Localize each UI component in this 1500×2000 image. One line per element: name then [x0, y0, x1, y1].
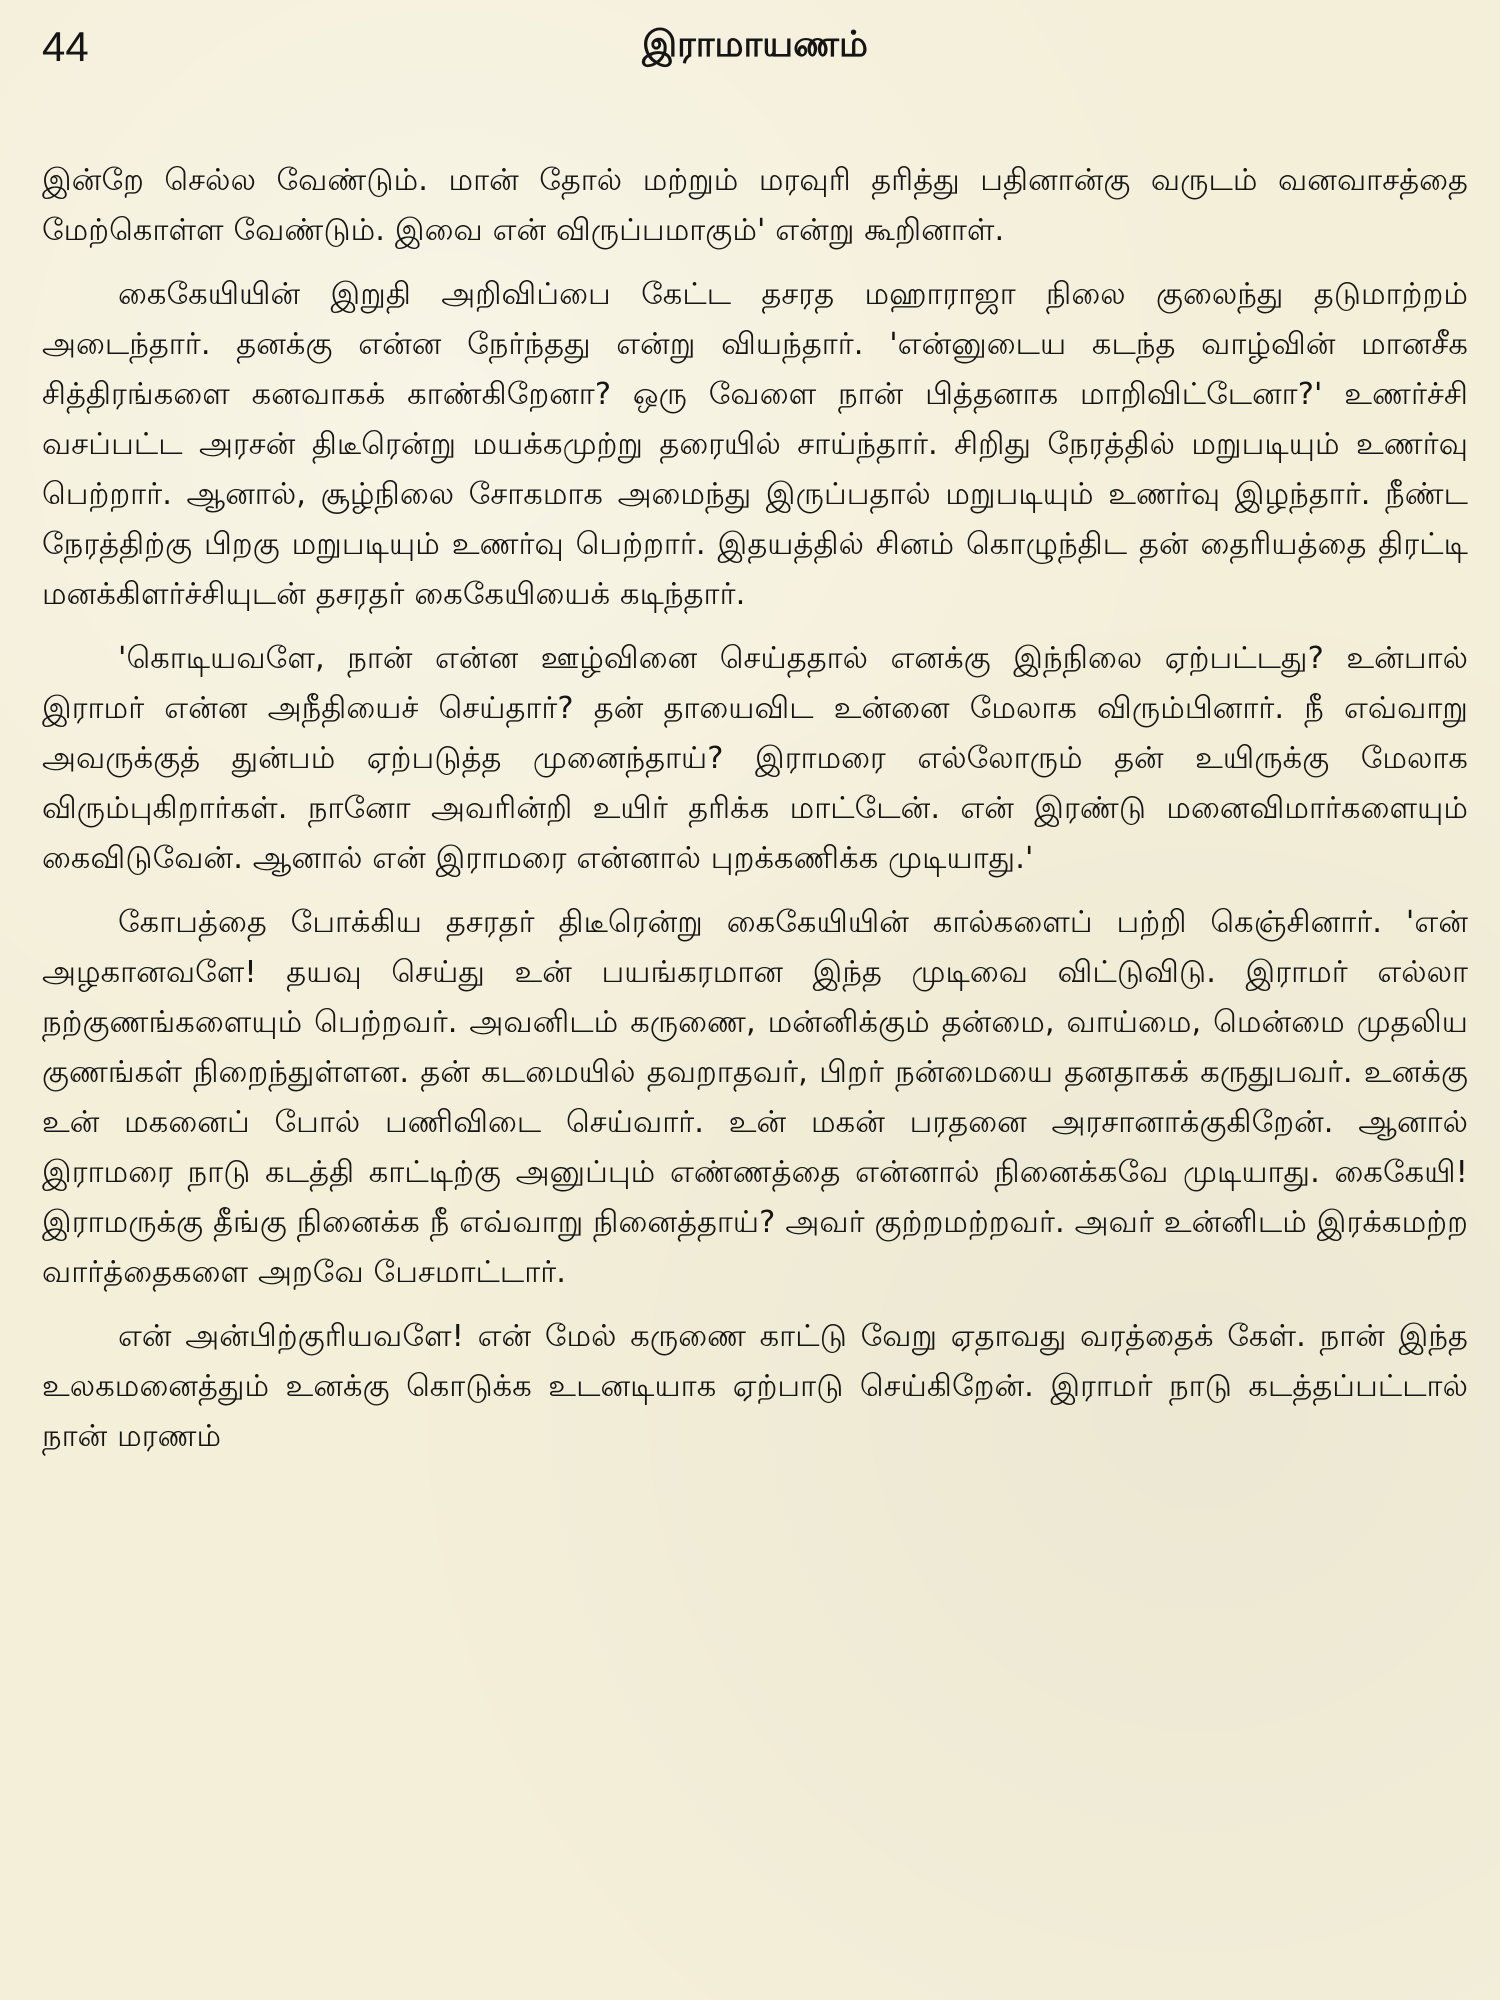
running-head-title: இராமாயணம் — [642, 24, 868, 65]
page-header — [42, 22, 1468, 104]
paragraph-5: என் அன்பிற்குரியவளே! என் மேல் கருணை காட்டு வேறு ஏதாவது வரத்தைக் கேள். நான் இந்த உலகமனைத்தும் உனக்கு கொடுக்க உடனடியாக ஏற்பாடு செய்கிறேன். இராமர் நாடு கடத்தப்பட்டால் நான் மரணம் — [42, 1319, 1468, 1454]
paragraph-1: இன்றே செல்ல வேண்டும். மான் தோல் மற்றும் மரவுரி தரித்து பதினான்கு வருடம் வனவாசத்தை மேற்கொள்ள வேண்டும். இவை என் விருப்பமாகும்' என்று கூறினாள். — [42, 163, 1468, 248]
paragraph-2: கைகேயியின் இறுதி அறிவிப்பை கேட்ட தசரத மஹாராஜா நிலை குலைந்து தடுமாற்றம் அடைந்தார். தனக்கு என்ன நேர்ந்தது என்று வியந்தார். 'என்னுடைய கடந்த வாழ்வின் மானசீக சித்திரங்களை கனவாகக் காண்கிறேனா? ஒரு வேளை நான் பித்தனாக மாறிவிட்டேனா?' உணர்ச்சி வசப்பட்ட அரசன் திடீரென்று மயக்கமுற்று தரையில் சாய்ந்தார். சிறிது நேரத்தில் மறுபடியும் உணர்வு பெற்றார். ஆனால், சூழ்நிலை சோகமாக அமைந்து இருப்பதால் மறுபடியும் உணர்வு இழந்தார். நீண்ட நேரத்திற்கு பிறகு மறுபடியும் உணர்வு பெற்றார். இதயத்தில் சினம் கொழுந்திட தன் தைரியத்தை திரட்டி மனக்கிளர்ச்சியுடன் தசரதர் கைகேயியைக் கடிந்தார். — [42, 277, 1468, 612]
page-number: 44 — [42, 23, 89, 70]
page-body — [42, 156, 1468, 1462]
paragraph-3: 'கொடியவளே, நான் என்ன ஊழ்வினை செய்ததால் எனக்கு இந்நிலை ஏற்பட்டது? உன்பால் இராமர் என்ன அநீதியைச் செய்தார்? தன் தாயைவிட உன்னை மேலாக விரும்பினார். நீ எவ்வாறு அவருக்குத் துன்பம் ஏற்படுத்த முனைந்தாய்? இராமரை எல்லோரும் தன் உயிருக்கு மேலாக விரும்புகிறார்கள். நானோ அவரின்றி உயிர் தரிக்க மாட்டேன். என் இரண்டு மனைவிமார்களையும் கைவிடுவேன். ஆனால் என் இராமரை என்னால் புறக்கணிக்க முடியாது.' — [42, 641, 1468, 876]
paragraph-4: கோபத்தை போக்கிய தசரதர் திடீரென்று கைகேயியின் கால்களைப் பற்றி கெஞ்சினார். 'என் அழகானவளே! தயவு செய்து உன் பயங்கரமான இந்த முடிவை விட்டுவிடு. இராமர் எல்லா நற்குணங்களையும் பெற்றவர். அவனிடம் கருணை, மன்னிக்கும் தன்மை, வாய்மை, மென்மை முதலிய குணங்கள் நிறைந்துள்ளன. தன் கடமையில் தவறாதவர், பிறர் நன்மையை தனதாகக் கருதுபவர். உனக்கு உன் மகனைப் போல் பணிவிடை செய்வார். உன் மகன் பரதனை அரசானாக்குகிறேன். ஆனால் இராமரை நாடு கடத்தி காட்டிற்கு அனுப்பும் எண்ணத்தை என்னால் நினைக்கவே முடியாது. கைகேயி! இராமருக்கு தீங்கு நினைக்க நீ எவ்வாறு நினைத்தாய்? அவர் குற்றமற்றவர். அவர் உன்னிடம் இரக்கமற்ற வார்த்தைகளை அறவே பேசமாட்டார். — [42, 905, 1468, 1290]
